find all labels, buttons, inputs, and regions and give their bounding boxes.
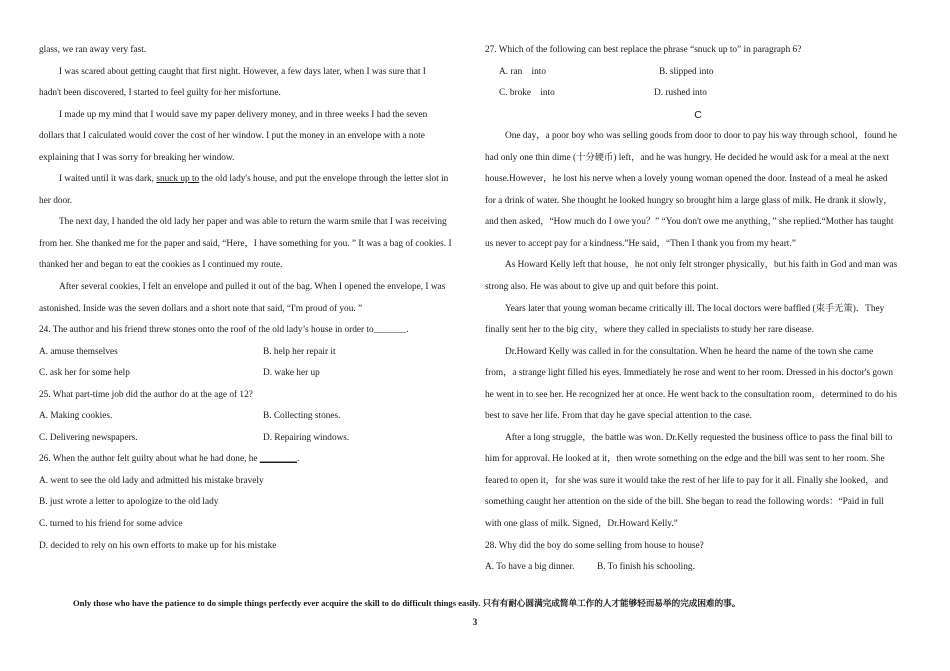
paragraph-line: After several cookies, I felt an envelope and pulled it out of the bag. When I opened the envelope, I was bbox=[59, 282, 446, 293]
paragraph-line: strong also. He was about to give up and quit before this point. bbox=[485, 282, 719, 293]
paragraph-line: astonished. Inside was the seven dollars and a short note that said, “I'm proud of you. ” bbox=[39, 303, 363, 314]
question-28: 28. Why did the boy do some selling from house to house? bbox=[485, 540, 704, 551]
paragraph-line: finally sent her to the big city，where they called in specialists to study her rare disease. bbox=[485, 325, 814, 336]
paragraph-line: and then asked，“How much do I owe you？” “You don't owe me anything，” she replied.“Mother has taught bbox=[485, 217, 894, 228]
question-27: 27. Which of the following can best replace the phrase “snuck up to” in paragraph 6? bbox=[485, 45, 802, 55]
section-title: C bbox=[694, 108, 702, 121]
paragraph-line: him for approval. He looked at it，then wrote something on the edge and the bill was sent to her room. She bbox=[485, 454, 885, 465]
paragraph-line: The next day, I handed the old lady her paper and was able to return the warm smile that I was receiving bbox=[59, 217, 447, 228]
option-b: B. help her repair it bbox=[263, 346, 336, 357]
text-run: I waited until it was dark, bbox=[59, 174, 157, 185]
option-a: A. To have a big dinner. bbox=[485, 562, 575, 573]
text-run: . bbox=[297, 454, 300, 465]
paragraph-line: hadn't been discovered, I started to feel guilty for her misfortune. bbox=[39, 88, 281, 99]
footer-motto: Only those who have the patience to do simple things perfectly ever acquire the skill to do difficult things easily. 只有有耐心圆满完成简单工作的人才能够轻而易举的完成困难的事。 bbox=[73, 598, 741, 608]
question-25: 25. What part-time job did the author do at the age of 12? bbox=[39, 389, 253, 400]
paragraph-line: for a drink of water. She thought he looked hungry so brought him a large glass of milk. He drank it slowly， bbox=[485, 195, 893, 206]
options-row bbox=[39, 410, 467, 432]
paragraph-line: he went in to see her. He recognized her at once. He went back to the consultation room，determined to do his bbox=[485, 389, 898, 400]
options-row bbox=[39, 367, 467, 389]
paragraph-line: feared to open it，for she was sure it would take the rest of her life to pay for it all. Finally she looked，and bbox=[485, 475, 889, 486]
option-a: A. amuse themselves bbox=[39, 346, 118, 357]
paragraph-line: her door. bbox=[39, 195, 73, 206]
right-column bbox=[485, 44, 911, 583]
paragraph-line: something caught her attention on the side of the bill. She began to read the following words：“Paid in full bbox=[485, 497, 884, 508]
paragraph-line: As Howard Kelly left that house，he not only felt stronger physically，but his faith in God and man was bbox=[505, 260, 898, 271]
option-c: C. Delivering newspapers. bbox=[39, 432, 138, 443]
option-d: D. decided to rely on his own efforts to make up for his mistake bbox=[39, 540, 277, 551]
options-row bbox=[39, 432, 467, 454]
paragraph-line: Dr.Howard Kelly was called in for the consultation. When he heard the name of the town she came bbox=[505, 346, 874, 357]
option-d: D. Repairing windows. bbox=[263, 432, 350, 443]
options-row bbox=[485, 87, 911, 109]
option-b: B. just wrote a letter to apologize to the old lady bbox=[39, 497, 219, 508]
option-b: B. slipped into bbox=[659, 66, 714, 77]
left-column bbox=[39, 44, 467, 561]
option-a: A. Making cookies. bbox=[39, 411, 113, 422]
paragraph-line: dollars that I calculated would cover the cost of her window. I put the money in an envelope with a note bbox=[39, 131, 425, 142]
paragraph-line: After a long struggle，the battle was won. Dr.Kelly requested the business office to pass the final bill to bbox=[505, 432, 893, 443]
option-d: D. wake her up bbox=[263, 368, 320, 379]
paragraph-line: house.However，he lost his nerve when a lovely young woman opened the door. Instead of a meal he asked bbox=[485, 174, 888, 185]
paragraph-line: I was scared about getting caught that first night. However, a few days later, when I was sure that I bbox=[59, 66, 426, 77]
paragraph-line: One day，a poor boy who was selling goods from door to door to pay his way through school，found he bbox=[505, 131, 897, 142]
option-c: C. turned to his friend for some advice bbox=[39, 519, 183, 530]
question-26 bbox=[39, 453, 467, 475]
text-run: 26. When the author felt guilty about what he had done, he bbox=[39, 454, 260, 465]
underlined-phrase: snuck up to bbox=[156, 174, 200, 185]
paragraph-line: with one glass of milk. Signed，Dr.Howard Kelly.” bbox=[485, 519, 678, 530]
option-b: B. Collecting stones. bbox=[263, 411, 341, 422]
paragraph-line: from，a strange light filled his eyes. Immediately he rose and went to her room. Dressed in his doctor's gown bbox=[485, 368, 894, 379]
options-row bbox=[485, 561, 911, 583]
option-b: B. To finish his schooling. bbox=[597, 562, 695, 573]
option-c: C. ask her for some help bbox=[39, 368, 130, 379]
paragraph-line: glass, we ran away very fast. bbox=[39, 45, 147, 55]
paragraph-line: best to save her life. From that day he gave special attention to the case. bbox=[485, 411, 752, 422]
paragraph-line: explaining that I was sorry for breaking her window. bbox=[39, 152, 235, 163]
options-row bbox=[39, 346, 467, 368]
paragraph-line: from her. She thanked me for the paper and said, “Here，I have something for you. ” It was a bag of cookies. I bbox=[39, 238, 452, 249]
answer-blank: ________ bbox=[259, 454, 298, 465]
paragraph-line: I made up my mind that I would save my paper delivery money, and in three weeks I had the seven bbox=[59, 109, 428, 120]
page-number: 3 bbox=[472, 617, 478, 627]
option-a: A. went to see the old lady and admitted his mistake bravely bbox=[39, 475, 264, 486]
option-a: A. ran into bbox=[499, 66, 546, 77]
paragraph-line bbox=[39, 173, 467, 195]
paragraph-line: thanked her and began to eat the cookies as I continued my route. bbox=[39, 260, 283, 271]
option-d: D. rushed into bbox=[654, 88, 707, 99]
paragraph-line: had only one thin dime (十分硬币) left，and he was hungry. He decided he would ask for a meal at the next bbox=[485, 152, 889, 163]
text-run: the old lady's house, and put the envelope through the letter slot in bbox=[199, 174, 449, 185]
option-c: C. broke into bbox=[499, 88, 555, 99]
paragraph-line: us never to accept pay for a kindness.”He said，“Then I thank you from my heart.” bbox=[485, 238, 796, 249]
options-row bbox=[485, 66, 911, 88]
paragraph-line: Years later that young woman became critically ill. The local doctors were baffled (束手无策)．They bbox=[505, 303, 885, 314]
question-24: 24. The author and his friend threw stones onto the roof of the old lady’s house in order to_______. bbox=[39, 325, 409, 336]
